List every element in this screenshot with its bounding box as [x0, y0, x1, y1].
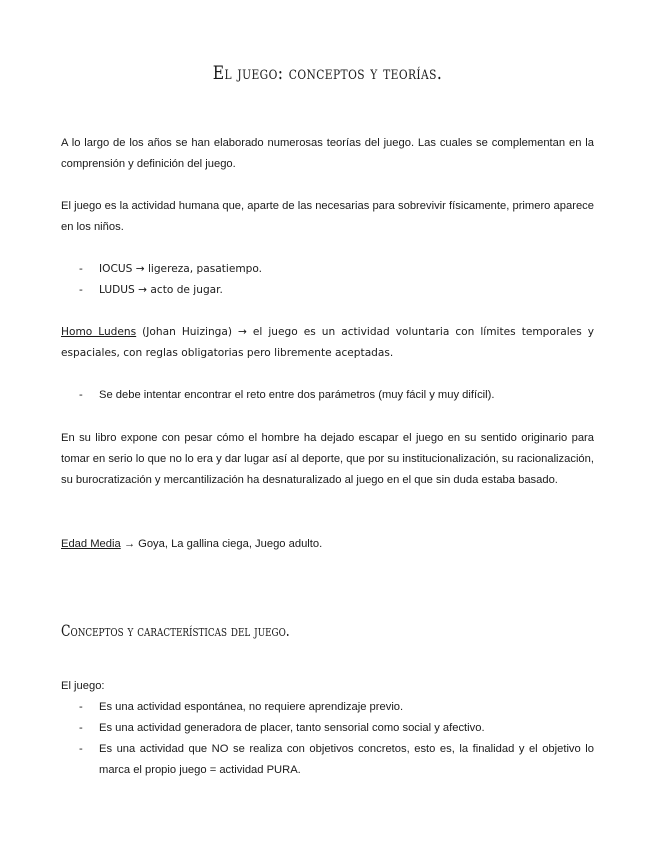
- challenge-text: Se debe intentar encontrar el reto entre dos parámetros (muy fácil y muy difícil).: [99, 389, 495, 401]
- etymology-ludus: LUDUS → acto de jugar.: [99, 284, 223, 296]
- bullet-dash: -: [79, 263, 83, 275]
- bullet-dash: -: [79, 389, 83, 401]
- bullet-dash: -: [79, 284, 83, 296]
- list-item: [79, 259, 594, 280]
- edad-media-term: Edad Media: [61, 538, 121, 550]
- book-paragraph: En su libro expone con pesar cómo el hombre ha dejado escapar el juego en su sentido originario para tomar en serio lo que no lo era y dar lugar así al deporte, que por su institucionalización, su racionalización, su burocratización y mercantilización ha desnaturalizado al juego en el que sin duda estaba basado.: [61, 432, 594, 486]
- etymology-iocus: IOCUS → ligereza, pasatiempo.: [99, 263, 263, 275]
- bullet-dash: -: [79, 743, 83, 755]
- characteristic-item: Es una actividad que NO se realiza con objetivos concretos, esto es, la finalidad y el objetivo lo marca el propio juego = actividad PURA.: [99, 743, 594, 776]
- list-item: [79, 718, 594, 739]
- homo-ludens-text: (Johan Huizinga) → el juego es un actividad voluntaria con límites temporales y espaciales, con reglas obligatorias pero libremente aceptadas.: [61, 326, 594, 359]
- list-item: [79, 385, 594, 406]
- intro-paragraph: A lo largo de los años se han elaborado numerosas teorías del juego. Las cuales se complementan en la comprensión y definición del juego.: [61, 137, 594, 170]
- el-juego-label: El juego:: [61, 680, 105, 692]
- edad-media-text: → Goya, La gallina ciega, Juego adulto.: [120, 538, 323, 550]
- section-heading: Conceptos y características del juego.: [61, 622, 290, 640]
- homo-ludens-paragraph: [61, 322, 594, 364]
- page-title: El juego: conceptos y teorías.: [212, 62, 443, 84]
- edad-media-paragraph: [61, 534, 594, 555]
- bullet-dash: -: [79, 701, 83, 713]
- characteristic-item: Es una actividad espontánea, no requiere aprendizaje previo.: [99, 701, 404, 713]
- list-item: [79, 697, 594, 718]
- homo-ludens-term: Homo Ludens: [61, 326, 137, 338]
- definition-paragraph: El juego es la actividad humana que, aparte de las necesarias para sobrevivir físicamente, primero aparece en los niños.: [61, 200, 594, 233]
- characteristic-item: Es una actividad generadora de placer, tanto sensorial como social y afectivo.: [99, 722, 485, 734]
- bullet-dash: -: [79, 722, 83, 734]
- list-item: [79, 739, 594, 781]
- list-item: [79, 280, 594, 301]
